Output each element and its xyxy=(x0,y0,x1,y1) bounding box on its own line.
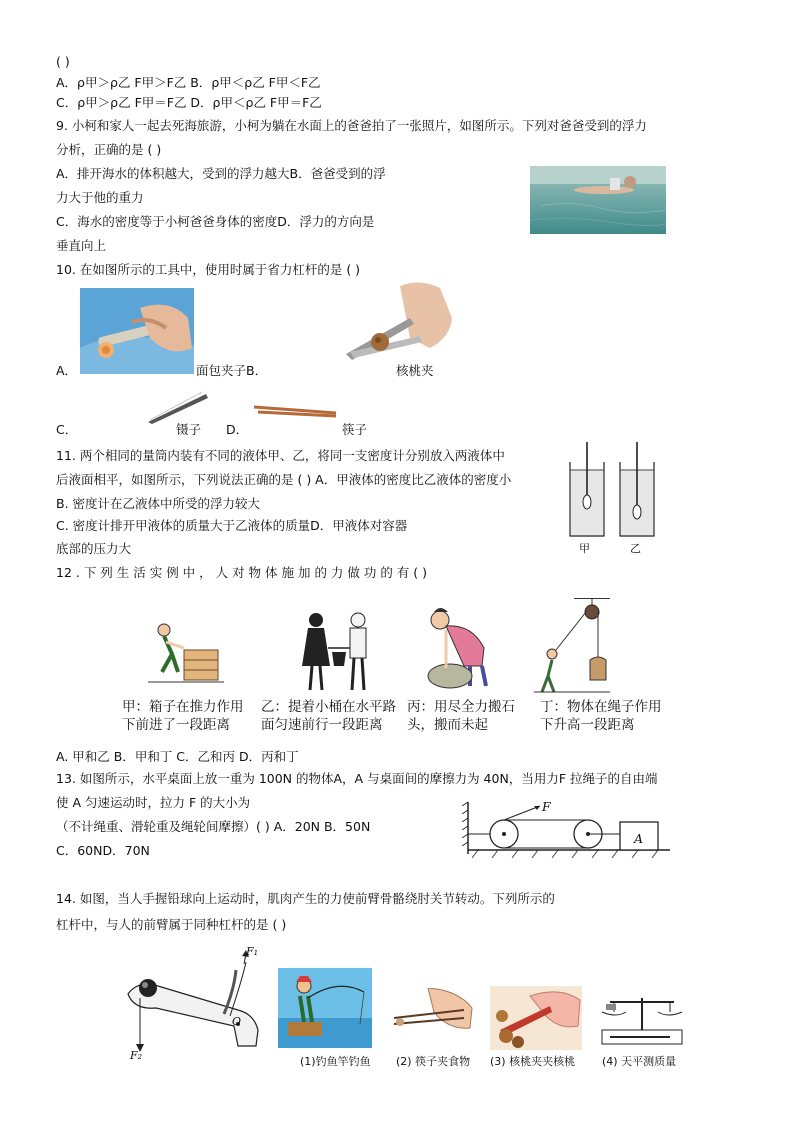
q10-option-d-prefix: D． xyxy=(226,422,249,437)
q14-caption-4: (4) 天平测质量 xyxy=(602,1055,677,1068)
q12-stem: 12 . 下 列 生 活 实 例 中 ， 人 对 物 体 施 加 的 力 做 功 的 有 ( ) xyxy=(56,565,428,580)
q12-caption-ding-line2: 下升高一段距离 xyxy=(540,717,635,733)
chopsticks-drawing xyxy=(252,404,338,418)
q10-option-b-label: 核桃夹 xyxy=(396,363,434,378)
q14-stem-line1: 14. 如图，当人手握铅球向上运动时，肌肉产生的力使前臂骨骼绕肘关节转动。下列所示的 xyxy=(56,891,555,906)
pulley-lift-drawing xyxy=(534,598,610,694)
pulley-system-diagram xyxy=(462,798,674,860)
q11-option-d-end: 底部的压力大 xyxy=(56,541,132,556)
q10-option-a-prefix: A． xyxy=(56,363,78,378)
q14-stem-line2: 杠杆中，与人的前臂属于同种杠杆的是 ( ) xyxy=(56,917,287,932)
q13-stem-line2: 使 A 匀速运动时，拉力 F 的大小为 xyxy=(56,795,251,810)
force-f-label: F xyxy=(542,799,551,814)
fishing-rod-picture xyxy=(278,968,372,1048)
q10-option-a-label: 面包夹子B． xyxy=(196,363,268,378)
q11-stem-line2: 后液面相平，如图所示，下列说法正确的是 ( ) A．甲液体的密度比乙液体的密度小 xyxy=(56,472,512,487)
pivot-o-label: O xyxy=(232,1015,242,1028)
q13-stem-line1: 13. 如图所示，水平桌面上放一重为 100N 的物体A，A 与桌面间的摩擦力为 40N，当用力F 拉绳子的自由端 xyxy=(56,771,658,786)
lift-stone-drawing xyxy=(412,604,504,690)
q10-option-c-label: 镊子 xyxy=(176,422,202,437)
q8-option-cd: C．ρ甲＞ρ乙 F甲＝F乙 D．ρ甲＜ρ乙 F甲＝F乙 xyxy=(56,95,322,110)
chopsticks-picture xyxy=(388,988,474,1040)
q10-stem: 10. 在如图所示的工具中，使用时属于省力杠杆的是 ( ) xyxy=(56,262,361,277)
q14-caption-2: (2) 筷子夹食物 xyxy=(396,1055,471,1068)
q12-caption-ding-line1: 丁：物体在绳子作用 xyxy=(540,699,662,715)
q12-caption-yi-line2: 面匀速前行一段距离 xyxy=(261,717,383,733)
carry-bucket-drawing xyxy=(288,610,384,696)
dead-sea-photo xyxy=(530,166,666,234)
tweezers-drawing xyxy=(146,390,210,426)
q9-stem-line1: 9. 小柯和家人一起去死海旅游，小柯为躺在水面上的爸爸拍了一张照片，如图所示。下列对爸爸受到的浮力 xyxy=(56,118,647,133)
q12-caption-bing-line2: 头，搬而未起 xyxy=(407,717,488,733)
q12-caption-yi-line1: 乙：提着小桶在水平路 xyxy=(261,699,396,715)
push-box-drawing xyxy=(148,620,224,690)
nutcracker-photo xyxy=(340,278,458,370)
balance-scale-picture xyxy=(596,988,688,1048)
hydrometer-cylinders xyxy=(564,440,660,540)
q9-option-line3: C．海水的密度等于小柯爸爸身体的密度D．浮力的方向是 xyxy=(56,214,375,229)
q10-option-c-prefix: C． xyxy=(56,422,78,437)
q14-caption-1: (1)钓鱼竿钓鱼 xyxy=(300,1055,371,1068)
q9-option-line2: 力大于他的重力 xyxy=(56,190,144,205)
block-a-label: A xyxy=(634,831,644,846)
q9-option-line4: 垂直向上 xyxy=(56,238,107,253)
label-cylinder-jia: 甲 xyxy=(579,542,590,555)
force-f2-label: F₂ xyxy=(130,1049,143,1062)
q14-caption-3: (3) 核桃夹夹核桃 xyxy=(490,1055,576,1068)
q13-options-cd: C．60ND．70N xyxy=(56,843,150,858)
q11-stem-line1: 11. 两个相同的量筒内装有不同的液体甲、乙，将同一支密度计分别放入两液体中 xyxy=(56,448,505,463)
q8-paren: ( ) xyxy=(56,54,70,69)
q11-option-b: B. 密度计在乙液体中所受的浮力较大 xyxy=(56,496,261,511)
q13-stem-line3: （不计绳重、滑轮重及绳轮间摩擦）( ) A．20N B．50N xyxy=(56,819,371,834)
q11-option-c: C. 密度计排开甲液体的质量大于乙液体的质量D．甲液体对容器 xyxy=(56,518,408,533)
q9-stem-line2: 分析，正确的是 ( ) xyxy=(56,142,162,157)
bread-clip-photo xyxy=(80,288,194,374)
q12-caption-jia-line1: 甲：箱子在推力作用 xyxy=(122,699,244,715)
q10-option-d-label: 筷子 xyxy=(342,422,368,437)
forearm-lever-diagram xyxy=(118,950,264,1058)
q12-caption-bing-line1: 丙：用尽全力搬石 xyxy=(407,699,515,715)
nutcracker-picture xyxy=(490,986,582,1050)
q12-caption-jia-line2: 下前进了一段距离 xyxy=(122,717,230,733)
q9-option-line1: A．排开海水的体积越大，受到的浮力越大B．爸爸受到的浮 xyxy=(56,166,386,181)
q8-option-ab: A．ρ甲＞ρ乙 F甲＞F乙 B．ρ甲＜ρ乙 F甲＜F乙 xyxy=(56,75,321,90)
force-f1-label: F₁ xyxy=(246,945,259,958)
label-cylinder-yi: 乙 xyxy=(630,542,641,555)
q12-options: A. 甲和乙 B．甲和丁 C．乙和丙 D．丙和丁 xyxy=(56,749,299,764)
